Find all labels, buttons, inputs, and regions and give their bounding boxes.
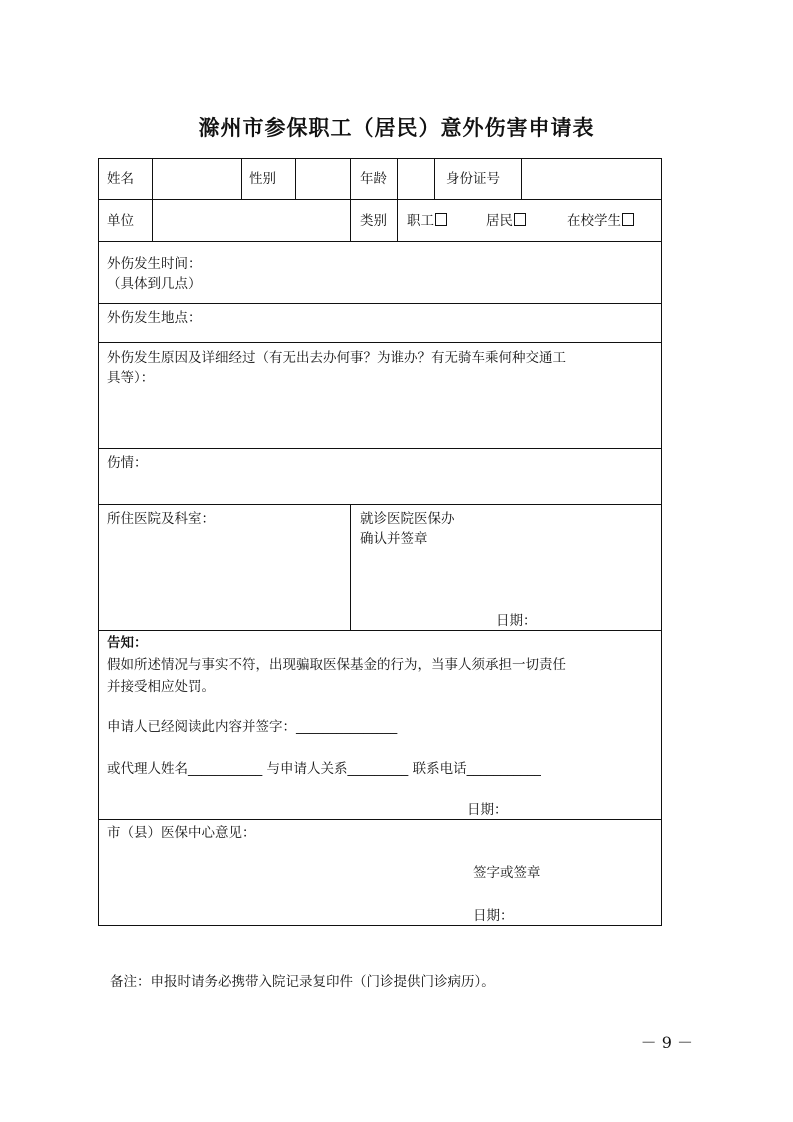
row-divider bbox=[98, 504, 662, 505]
injury-place-label: 外伤发生地点： bbox=[107, 310, 202, 326]
col-divider bbox=[295, 158, 296, 199]
injury-cause-label: 外伤发生原因及详细经过（有无出去办何事？为谁办？有无骑车乘何种交通工 bbox=[107, 350, 566, 366]
notice-text-cont: 并接受相应处罚。 bbox=[107, 679, 215, 695]
col-divider bbox=[152, 158, 153, 241]
notice-text: 假如所述情况与事实不符，出现骗取医保基金的行为，当事人须承担一切责任 bbox=[107, 657, 566, 673]
applicant-signature-line: 申请人已经阅读此内容并签字：_______________ bbox=[107, 719, 398, 735]
option-worker[interactable] bbox=[407, 212, 447, 230]
row-divider bbox=[98, 630, 662, 631]
injury-cause-label-cont: 具等）： bbox=[107, 370, 155, 386]
center-opinion-label: 市（县）医保中心意见： bbox=[107, 825, 256, 841]
col-divider bbox=[434, 158, 435, 199]
row-divider bbox=[98, 303, 662, 304]
injury-time-label: 外伤发生时间： bbox=[107, 256, 202, 272]
injury-time-hint: （具体到几点） bbox=[107, 276, 202, 292]
hospital-dept-label: 所住医院及科室： bbox=[107, 511, 215, 527]
center-date-label: 日期： bbox=[473, 908, 514, 924]
col-divider bbox=[397, 158, 398, 241]
age-label: 年龄 bbox=[360, 171, 387, 187]
row-divider bbox=[98, 448, 662, 449]
col-divider bbox=[521, 158, 522, 199]
checkbox-icon[interactable] bbox=[435, 213, 447, 226]
hospital-date-label: 日期： bbox=[496, 613, 537, 629]
hospital-confirm-label-cont: 确认并签章 bbox=[360, 531, 428, 547]
hospital-confirm-label: 就诊医院医保办 bbox=[360, 511, 455, 527]
notice-heading: 告知： bbox=[107, 635, 148, 651]
form-title: 滁州市参保职工（居民）意外伤害申请表 bbox=[198, 115, 595, 140]
id-number-label: 身份证号 bbox=[446, 171, 500, 187]
option-resident[interactable] bbox=[486, 212, 526, 230]
row-divider bbox=[98, 819, 662, 820]
option-resident-label: 居民 bbox=[486, 213, 513, 229]
center-sign-label: 签字或签章 bbox=[473, 865, 541, 881]
footnote: 备注：申报时请务必携带入院记录复印件（门诊提供门诊病历）。 bbox=[110, 974, 495, 990]
row-divider bbox=[98, 199, 662, 200]
checkbox-icon[interactable] bbox=[514, 213, 526, 226]
col-divider bbox=[350, 158, 351, 241]
col-divider bbox=[241, 158, 242, 199]
notice-date-label: 日期： bbox=[467, 802, 508, 818]
gender-label: 性别 bbox=[249, 171, 276, 187]
category-label: 类别 bbox=[360, 213, 387, 229]
row-divider bbox=[98, 241, 662, 242]
option-student-label: 在校学生 bbox=[567, 213, 621, 229]
option-student[interactable] bbox=[567, 212, 634, 230]
unit-label: 单位 bbox=[107, 213, 134, 229]
name-label: 姓名 bbox=[107, 171, 134, 187]
option-worker-label: 职工 bbox=[407, 213, 434, 229]
agent-info-line: 或代理人姓名___________ 与申请人关系_________ 联系电话___________ bbox=[107, 761, 541, 777]
checkbox-icon[interactable] bbox=[622, 213, 634, 226]
row-divider bbox=[98, 342, 662, 343]
col-divider bbox=[350, 504, 351, 630]
injury-condition-label: 伤情： bbox=[107, 455, 148, 471]
page-number: － 9 － bbox=[640, 1033, 693, 1052]
